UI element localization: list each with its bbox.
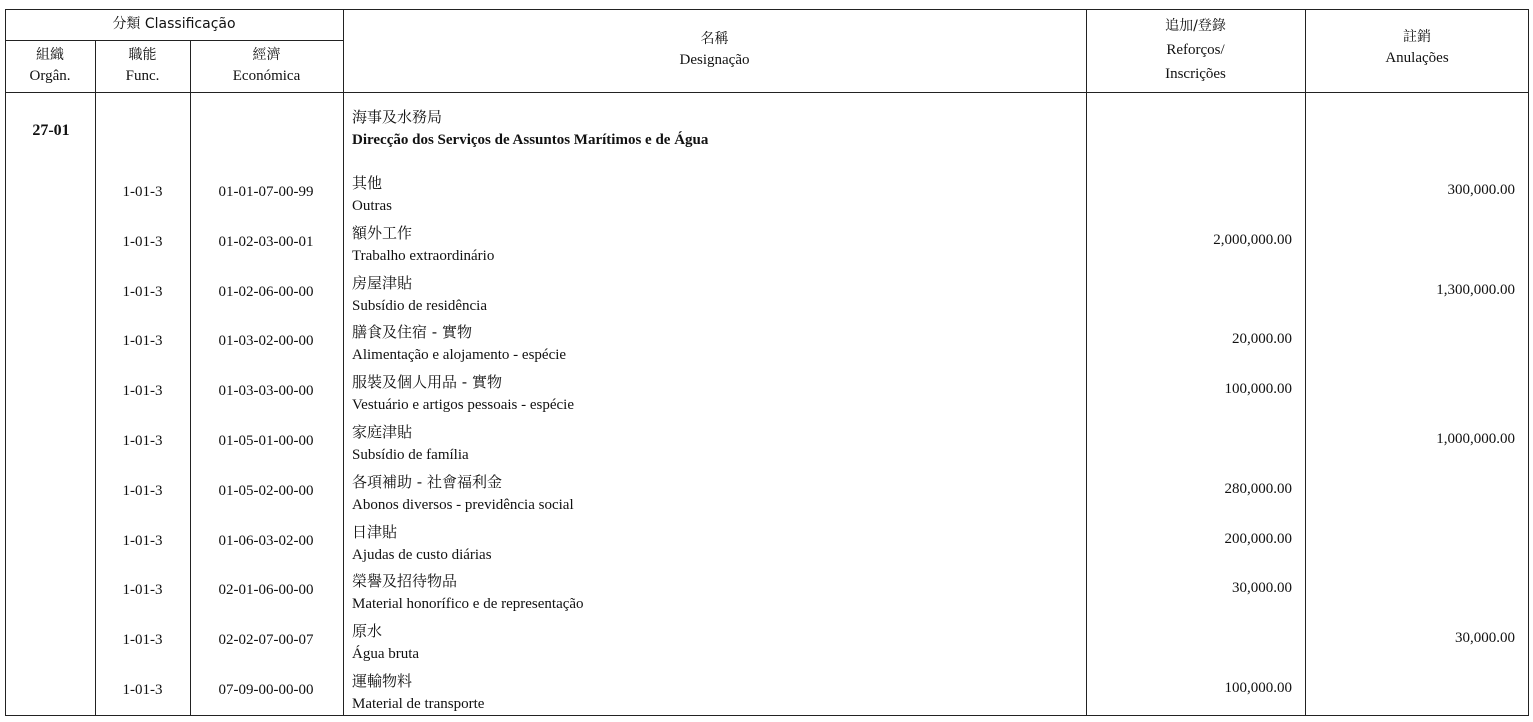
row-designation-pt: Material de transporte [352, 696, 485, 712]
row-reinforcement-amount: 200,000.00 [1224, 531, 1292, 547]
row-designation-zh: 各項補助 - 社會福利金 [352, 473, 502, 491]
row-designation [352, 321, 1077, 367]
agency-code: 27-01 [32, 122, 70, 139]
row-func-code: 1-01-3 [122, 632, 163, 648]
row-func-code: 1-01-3 [122, 433, 163, 449]
row-econ-code: 02-02-07-00-07 [218, 632, 314, 648]
row-designation-pt: Material honorífico e de representação [352, 596, 584, 612]
agency-name-pt: Direcção dos Serviços de Assuntos Marítimos e de Água [352, 132, 709, 148]
header-annulment: 註銷 Anulações [1385, 29, 1449, 66]
column-divider [95, 40, 96, 716]
row-designation-zh: 服裝及個人用品 - 實物 [352, 373, 502, 391]
header-divider [5, 92, 1529, 93]
row-func-code: 1-01-3 [122, 682, 163, 698]
column-divider [343, 9, 344, 716]
row-designation-zh: 膳食及住宿 - 實物 [352, 323, 472, 341]
column-divider [190, 40, 191, 716]
row-annulment-amount: 1,300,000.00 [1436, 282, 1515, 298]
header-func: 職能 Func. [125, 47, 160, 84]
row-designation-zh: 榮譽及招待物品 [352, 572, 458, 590]
row-designation-pt: Outras [352, 198, 392, 214]
row-designation [352, 272, 1077, 318]
row-reinforcement-amount: 30,000.00 [1232, 580, 1292, 596]
row-func-code: 1-01-3 [122, 483, 163, 499]
row-designation-pt: Ajudas de custo diárias [352, 547, 492, 563]
row-designation-zh: 日津貼 [352, 523, 398, 541]
row-designation-pt: Abonos diversos - previdência social [352, 497, 574, 513]
row-designation [352, 570, 1077, 616]
row-econ-code: 01-05-01-00-00 [218, 433, 314, 449]
row-designation-pt: Vestuário e artigos pessoais - espécie [352, 397, 575, 413]
row-designation-zh: 運輸物料 [352, 672, 413, 690]
agency-name-zh: 海事及水務局 [352, 108, 443, 126]
row-designation-zh: 額外工作 [352, 224, 413, 242]
header-econ: 經濟 Económica [232, 47, 301, 84]
row-annulment-amount: 30,000.00 [1455, 630, 1515, 646]
header-designation: 名稱 Designação [679, 31, 750, 68]
row-reinforcement-amount: 2,000,000.00 [1213, 232, 1292, 248]
row-func-code: 1-01-3 [122, 383, 163, 399]
row-designation [352, 620, 1077, 666]
row-designation [352, 471, 1077, 517]
row-designation [352, 222, 1077, 268]
row-econ-code: 01-05-02-00-00 [218, 483, 314, 499]
row-econ-code: 01-01-07-00-99 [218, 184, 314, 200]
row-designation [352, 172, 1077, 218]
row-designation-zh: 房屋津貼 [352, 274, 413, 292]
row-econ-code: 01-03-02-00-00 [218, 333, 314, 349]
row-econ-code: 02-01-06-00-00 [218, 582, 314, 598]
row-func-code: 1-01-3 [122, 582, 163, 598]
row-designation-pt: Trabalho extraordinário [352, 248, 495, 264]
row-econ-code: 01-06-03-02-00 [218, 533, 314, 549]
row-reinforcement-amount: 100,000.00 [1224, 381, 1292, 397]
row-econ-code: 01-03-03-00-00 [218, 383, 314, 399]
row-reinforcement-amount: 100,000.00 [1224, 680, 1292, 696]
row-econ-code: 01-02-06-00-00 [218, 284, 314, 300]
row-econ-code: 01-02-03-00-01 [218, 234, 314, 250]
row-designation-pt: Subsídio de família [352, 447, 469, 463]
column-divider [1086, 9, 1087, 716]
row-designation-pt: Subsídio de residência [352, 298, 487, 314]
row-func-code: 1-01-3 [122, 284, 163, 300]
row-func-code: 1-01-3 [122, 234, 163, 250]
row-designation-zh: 原水 [352, 622, 383, 640]
header-reinforcement: 追加/登錄 Reforços/ Inscrições [1165, 18, 1226, 82]
agency-name [352, 106, 1077, 152]
header-organ: 組織 Orgân. [29, 47, 71, 84]
row-func-code: 1-01-3 [122, 184, 163, 200]
row-designation [352, 521, 1077, 567]
row-func-code: 1-01-3 [122, 333, 163, 349]
column-divider [1305, 9, 1306, 716]
row-designation-pt: Alimentação e alojamento - espécie [352, 347, 567, 363]
row-annulment-amount: 1,000,000.00 [1436, 431, 1515, 447]
row-designation [352, 670, 1077, 716]
row-reinforcement-amount: 20,000.00 [1232, 331, 1292, 347]
row-designation-zh: 家庭津貼 [352, 423, 413, 441]
row-designation-pt: Água bruta [352, 646, 420, 662]
row-designation-zh: 其他 [352, 174, 383, 192]
header-classification: 分類 Classificação [112, 16, 236, 32]
row-reinforcement-amount: 280,000.00 [1224, 481, 1292, 497]
row-annulment-amount: 300,000.00 [1447, 182, 1515, 198]
row-func-code: 1-01-3 [122, 533, 163, 549]
classification-divider [5, 40, 343, 41]
row-designation [352, 371, 1077, 417]
row-designation [352, 421, 1077, 467]
row-econ-code: 07-09-00-00-00 [218, 682, 314, 698]
